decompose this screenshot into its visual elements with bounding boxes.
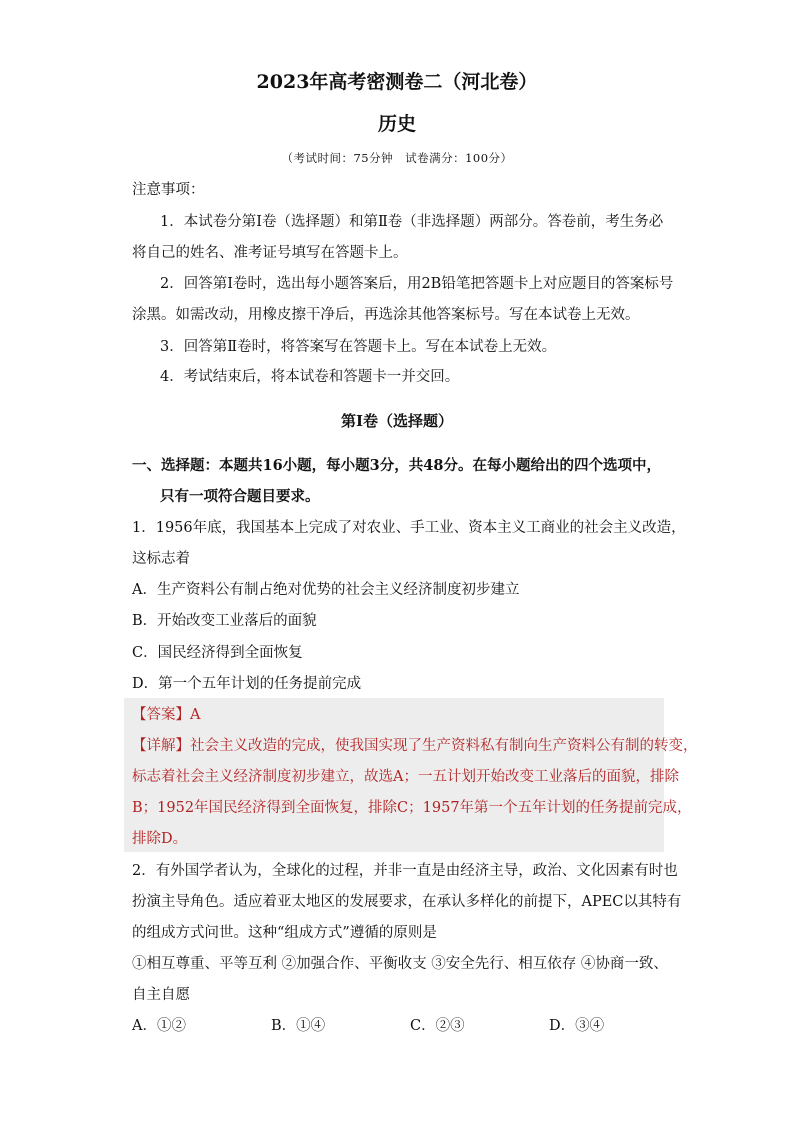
- notice-item-1-cont: 将自己的姓名、准考证号填写在答题卡上。: [132, 245, 408, 261]
- q1-detail: 【详解】社会主义改造的完成，使我国实现了生产资料私有制向生产资料公有制的转变，: [132, 738, 698, 754]
- q2-option-a: A．①②: [132, 1018, 186, 1034]
- q2-items-cont: 自主自愿: [132, 987, 190, 1003]
- notice-item-4: 4．考试结束后，将本试卷和答题卡一并交回。: [160, 369, 460, 385]
- q1-detail-4: 排除D。: [132, 831, 188, 847]
- exam-title: 2023年高考密测卷二（河北卷）: [256, 71, 538, 93]
- notice-item-3: 3．回答第Ⅱ卷时，将答案写在答题卡上。写在本试卷上无效。: [160, 339, 557, 355]
- q1-option-c: C．国民经济得到全面恢复: [132, 645, 303, 661]
- q1-stem: 1．1956年底，我国基本上完成了对农业、手工业、资本主义工商业的社会主义改造，: [132, 520, 686, 536]
- q2-stem: 2．有外国学者认为，全球化的过程，并非一直是由经济主导，政治、文化因素有时也: [132, 863, 678, 879]
- q2-option-c: C．②③: [410, 1018, 465, 1034]
- q2-option-d: D．③④: [549, 1018, 605, 1034]
- q1-stem-cont: 这标志着: [132, 551, 190, 567]
- q2-stem-2: 扮演主导角色。适应着亚太地区的发展要求，在承认多样化的前提下，APEC以其特有: [132, 894, 682, 910]
- subject-title: 历史: [377, 113, 416, 135]
- notice-item-2-cont: 涂黑。如需改动，用橡皮擦干净后，再选涂其他答案标号。写在本试卷上无效。: [132, 307, 640, 323]
- notice-item-1: 1．本试卷分第Ⅰ卷（选择题）和第Ⅱ卷（非选择题）两部分。答卷前，考生务必: [160, 214, 664, 230]
- notice-heading: 注意事项：: [132, 182, 205, 198]
- q2-stem-3: 的组成方式问世。这种“组成方式”遵循的原则是: [132, 925, 437, 941]
- section-title: 第Ⅰ卷（选择题）: [340, 412, 454, 430]
- q2-items: ①相互尊重、平等互利 ②加强合作、平衡收支 ③安全先行、相互依存 ④协商一致、: [132, 956, 668, 972]
- q1-option-b: B．开始改变工业落后的面貌: [132, 613, 317, 629]
- q2-option-b: B．①④: [271, 1018, 326, 1034]
- q1-detail-2: 标志着社会主义经济制度初步建立，故选A；一五计划开始改变工业落后的面貌，排除: [132, 769, 679, 785]
- part-one-instruction: 一、选择题：本题共16小题，每小题3分，共48分。在每小题给出的四个选项中，: [132, 457, 661, 474]
- q1-detail-3: B；1952年国民经济得到全面恢复，排除C；1957年第一个五年计划的任务提前完成，: [132, 800, 692, 816]
- exam-info: （考试时间：75分钟 试卷满分：100分）: [281, 151, 513, 165]
- part-one-instruction-cont: 只有一项符合题目要求。: [160, 488, 320, 505]
- q1-option-a: A．生产资料公有制占绝对优势的社会主义经济制度初步建立: [132, 582, 520, 598]
- q1-option-d: D．第一个五年计划的任务提前完成: [132, 676, 362, 692]
- notice-item-2: 2．回答第Ⅰ卷时，选出每小题答案后，用2B铅笔把答题卡上对应题目的答案标号: [160, 276, 674, 292]
- q1-answer: 【答案】A: [132, 707, 201, 723]
